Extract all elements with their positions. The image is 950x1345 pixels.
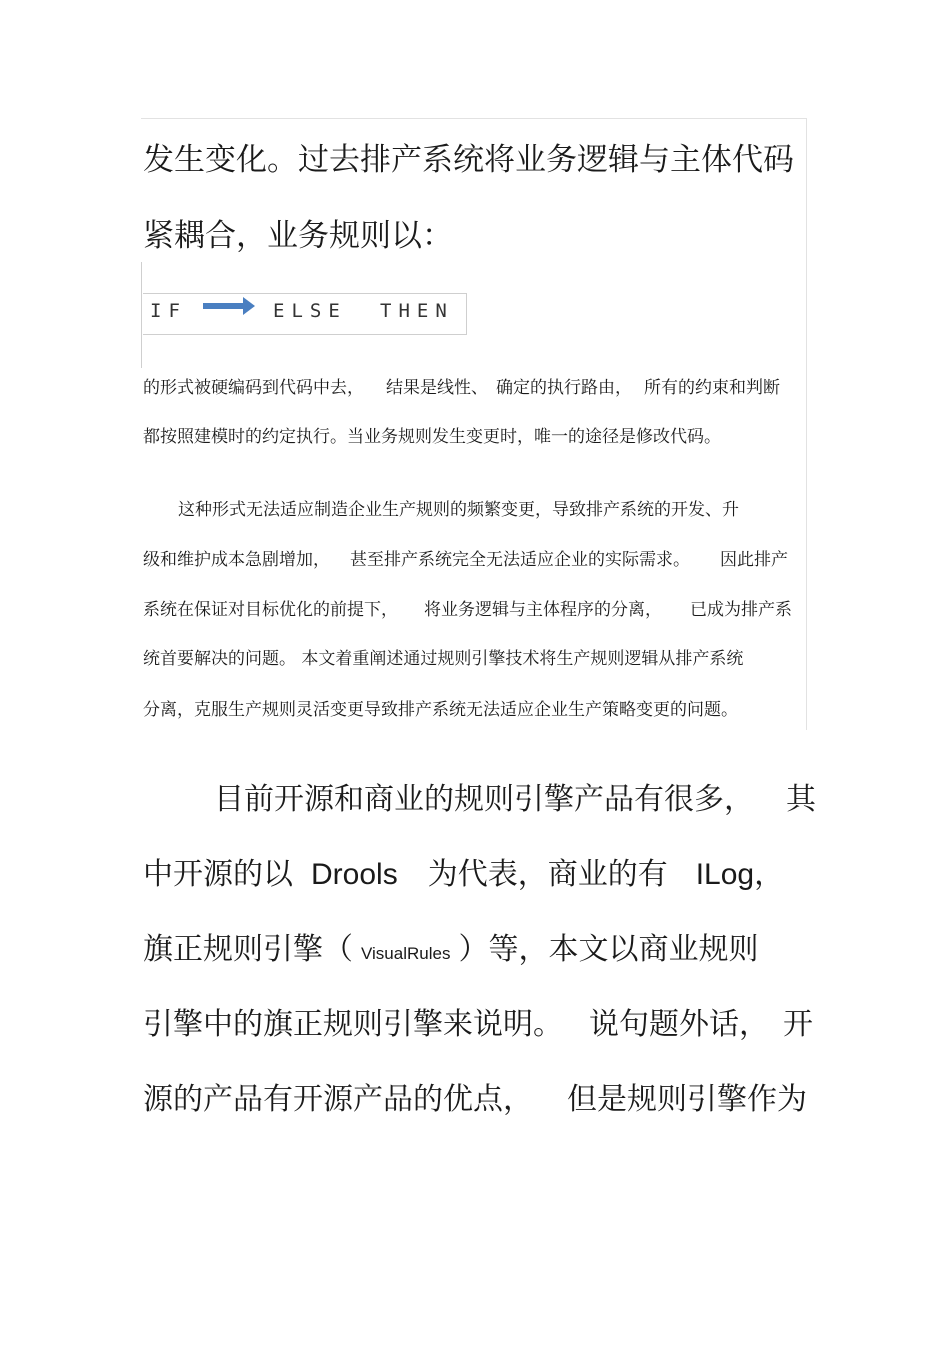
para2-line1-part4: 所有的约束和判断 <box>644 378 780 398</box>
para4-line4-part3: 开 <box>783 1007 813 1042</box>
para4-line1-part2: 其 <box>786 782 816 817</box>
para2-line1-part3: 确定的执行路由， <box>496 378 632 398</box>
para3-line3-part2: 将业务逻辑与主体程序的分离， <box>424 600 662 620</box>
para3-line3-part1: 系统在保证对目标优化的前提下， <box>143 600 398 620</box>
para3-line2-part3: 因此排产 <box>720 550 788 570</box>
para2-line2: 都按照建模时的约定执行。当业务规则发生变更时，唯一的途径是修改代码。 <box>143 427 721 447</box>
ilog-term: ILog <box>695 858 755 891</box>
then-keyword: THEN <box>380 300 454 322</box>
para3-line3-part3: 已成为排产系 <box>690 600 792 620</box>
para1-line1: 发生变化。过去排产系统将业务逻辑与主体代码 <box>143 142 794 178</box>
para4-line5-part2: 但是规则引擎作为 <box>567 1082 807 1117</box>
para4-line2-part1: 中开源的以 <box>143 857 293 892</box>
right-arrow-icon <box>203 296 255 316</box>
para4-line2 <box>143 855 784 895</box>
para4-line3 <box>143 930 758 974</box>
para2-line1 <box>143 375 780 401</box>
para4-line4-part2: 说句题外话， <box>589 1007 769 1042</box>
para3-line2 <box>143 547 788 573</box>
para4-line3-part3: ）等，本文以商业规则 <box>458 932 759 967</box>
para3-line3 <box>143 597 792 623</box>
para1-line2: 紧耦合，业务规则以： <box>143 218 453 254</box>
drools-term: Drools <box>311 858 398 891</box>
para4-line5-part1: 源的产品有开源产品的优点， <box>143 1082 533 1117</box>
para3-line2-part2: 甚至排产系统完全无法适应企业的实际需求。 <box>350 550 690 570</box>
para4-line4 <box>143 1005 813 1045</box>
para3-line1: 这种形式无法适应制造企业生产规则的频繁变更，导致排产系统的开发、升 <box>178 500 739 520</box>
para2-line1-part1: 的形式被硬编码到代码中去， <box>143 378 364 398</box>
frame-divider <box>141 262 142 368</box>
para4-line5 <box>143 1080 807 1120</box>
visualrules-term: VisualRules <box>361 944 451 963</box>
para3-line5: 分离，克服生产规则灵活变更导致排产系统无法适应企业生产策略变更的问题。 <box>143 700 738 720</box>
else-keyword: ELSE <box>273 300 347 322</box>
para4-line2-part5: ， <box>754 857 785 892</box>
para4-line1 <box>214 780 816 820</box>
para4-line1-part1: 目前开源和商业的规则引擎产品有很多， <box>214 782 754 817</box>
para3-line2-part1: 级和维护成本急剧增加， <box>143 550 330 570</box>
if-keyword: IF <box>150 300 187 322</box>
para4-line3-part1: 旗正规则引擎（ <box>143 932 353 967</box>
para4-line4-part1: 引擎中的旗正规则引擎来说明。 <box>143 1007 563 1042</box>
para3-line4: 统首要解决的问题。 本文着重阐述通过规则引擎技术将生产规则逻辑从排产系统 <box>143 649 744 669</box>
para4-line2-part3: 为代表，商业的有 <box>427 857 668 892</box>
para2-line1-part2: 结果是线性、 <box>386 378 488 398</box>
